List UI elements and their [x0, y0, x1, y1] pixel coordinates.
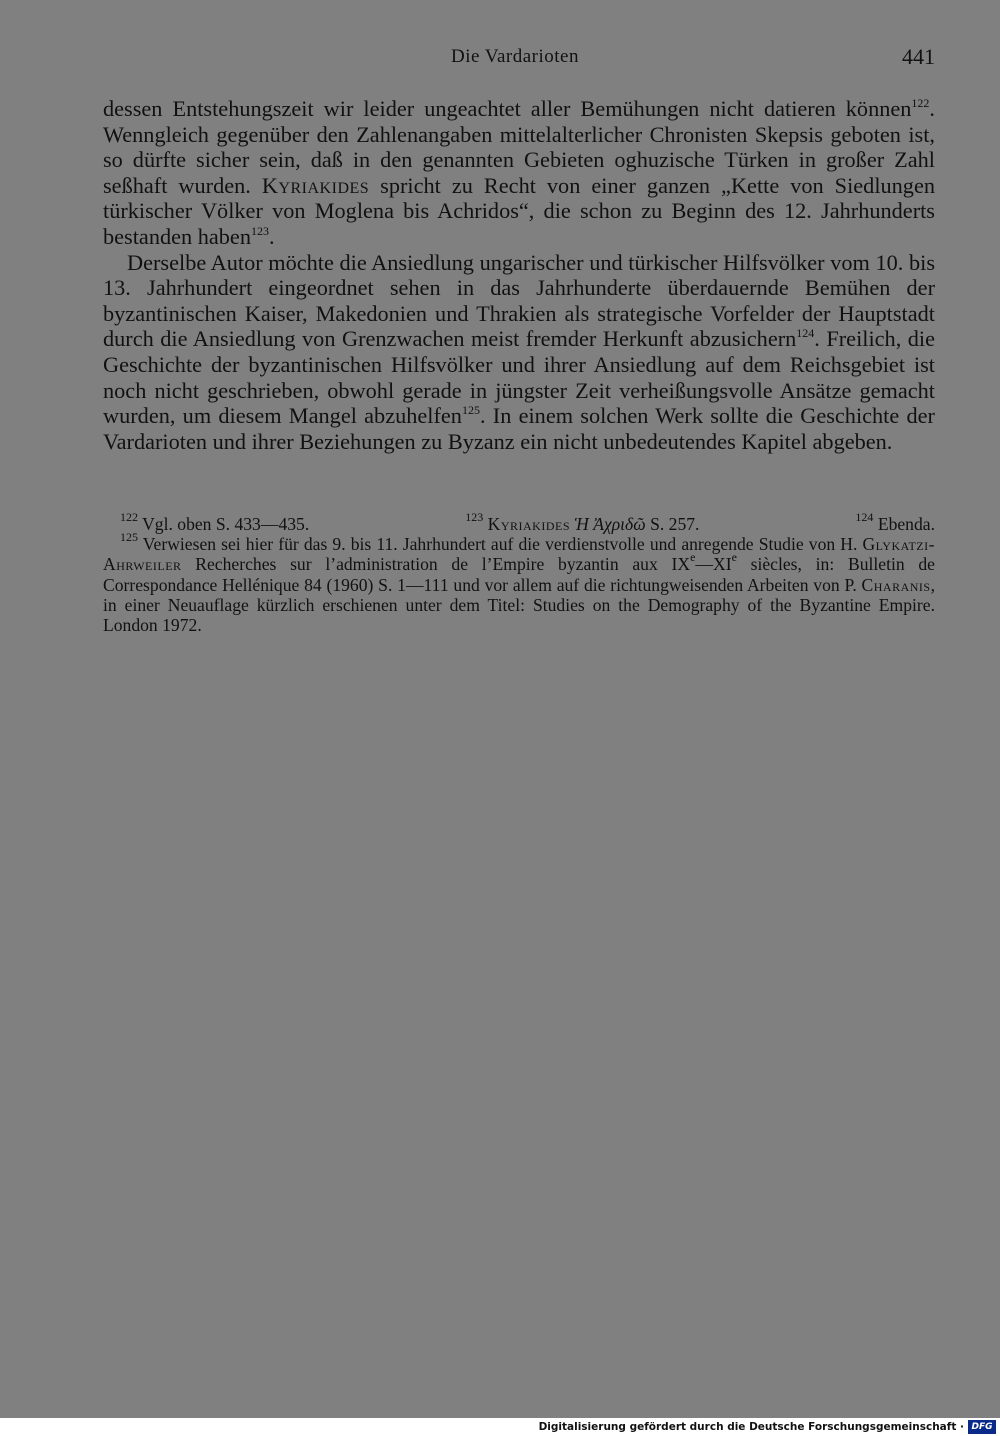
- footnote-number: 123: [465, 510, 484, 524]
- footnote-ref-124[interactable]: 124: [796, 326, 815, 341]
- author-name: Kyriakides: [487, 514, 570, 534]
- author-name: Kyriakides: [261, 172, 370, 198]
- paragraph-2: [103, 250, 935, 455]
- footnote-number: 125: [120, 530, 138, 545]
- author-name: Charanis: [861, 574, 931, 595]
- text-run: . In einem solchen Werk sollte die Geschichte der Vardarioten und ihrer Beziehungen zu Byzanz ein nicht unbedeutendes Kapitel abgeben.: [103, 403, 935, 454]
- text-run: Derselbe Autor möchte die Ansiedlung ungarischer und türkischer Hilfsvölker vom 10. bis 13. Jahrhundert eingeordnet sehen in das Jahrhunderte überdauernde Bemühen der byzantinischen Kaiser, Makedonien und Thrakien als strategische Vorfelder der Hauptstadt durch die Ansiedlung von Grenzwachen meist fremder Herkunft abzusichern: [103, 249, 935, 352]
- dfg-logo-icon: DFG: [968, 1420, 996, 1434]
- text-run: . Wenngleich gegenüber den Zahlenangaben mittelalterlicher Chronisten Skepsis geboten ist, so dürfte sicher sein, daß in den genannten Gebieten oghuzische Türken in großer Zahl seßhaft wurden.: [103, 96, 935, 198]
- footnote-text: siècles, in: Bulletin de Correspondance Hellénique 84 (1960) S. 1—111 und vor allem auf die richtungweisenden Arbeiten von P.: [103, 554, 935, 595]
- footnote-text: Vgl. oben S. 433—435.: [142, 514, 310, 534]
- running-title: Die Vardarioten: [451, 46, 579, 67]
- superscript: e: [690, 550, 696, 565]
- running-header: [101, 44, 935, 74]
- footnote-ref-122[interactable]: 122: [911, 96, 930, 110]
- footnote-ref-123[interactable]: 123: [250, 223, 269, 238]
- footnote-text: S. 257.: [650, 514, 700, 534]
- text-run: spricht zu Recht von einer ganzen „Kette von Siedlungen türkischer Völker von Moglena bis Achridos“, die schon zu Beginn des 12. Jahrhunderts bestanden haben: [103, 172, 936, 249]
- text-run: .: [268, 223, 275, 249]
- footnote-text: , in einer Neuauflage kürzlich erschienen unter dem Titel: Studies on the Demography of the Byzantine Empire. London 1972.: [103, 574, 935, 636]
- footnote-text: —XI: [695, 554, 732, 575]
- footnote-number: 124: [855, 510, 874, 524]
- text-run: . Freilich, die Geschichte der byzantinischen Hilfsvölker und ihrer Ansiedlung auf dem Reichsgebiet ist noch nicht geschrieben, obwohl gerade in jüngster Zeit verheißungsvolle Ansätze gemacht wurden, um diesem Mangel abzuhelfen: [103, 326, 936, 429]
- text-run: dessen Entstehungszeit wir leider ungeachtet aller Bemühungen nicht datieren können: [103, 96, 912, 121]
- funding-footer: [0, 1418, 1000, 1436]
- footnote-row: [103, 510, 935, 534]
- footnote-text: Verwiesen sei hier für das 9. bis 11. Jahrhundert auf die verdienstvolle und anregende Studie von H.: [142, 534, 863, 555]
- footnote-124: [855, 510, 935, 534]
- footnote-number: 122: [120, 510, 138, 524]
- author-name: Glykatzi-Ahrweiler: [103, 534, 935, 575]
- paragraph-1: [103, 96, 935, 250]
- page-number: 441: [902, 44, 935, 69]
- footnote-125: [103, 530, 935, 636]
- footnote-ref-125[interactable]: 125: [461, 403, 480, 418]
- footnote-123: [465, 510, 700, 534]
- body-text: [103, 96, 935, 454]
- superscript: e: [731, 550, 737, 565]
- footnotes: [103, 510, 935, 636]
- greek-title: Ἡ Ἀχριδῶ: [574, 514, 646, 534]
- footnote-122: [120, 510, 310, 534]
- footnote-text: Ebenda.: [877, 514, 935, 534]
- funding-notice: Digitalisierung gefördert durch die Deutsche Forschungsgemeinschaft ·: [538, 1421, 964, 1433]
- footnote-text: Recherches sur l’administration de l’Empire byzantin aux IX: [181, 554, 691, 575]
